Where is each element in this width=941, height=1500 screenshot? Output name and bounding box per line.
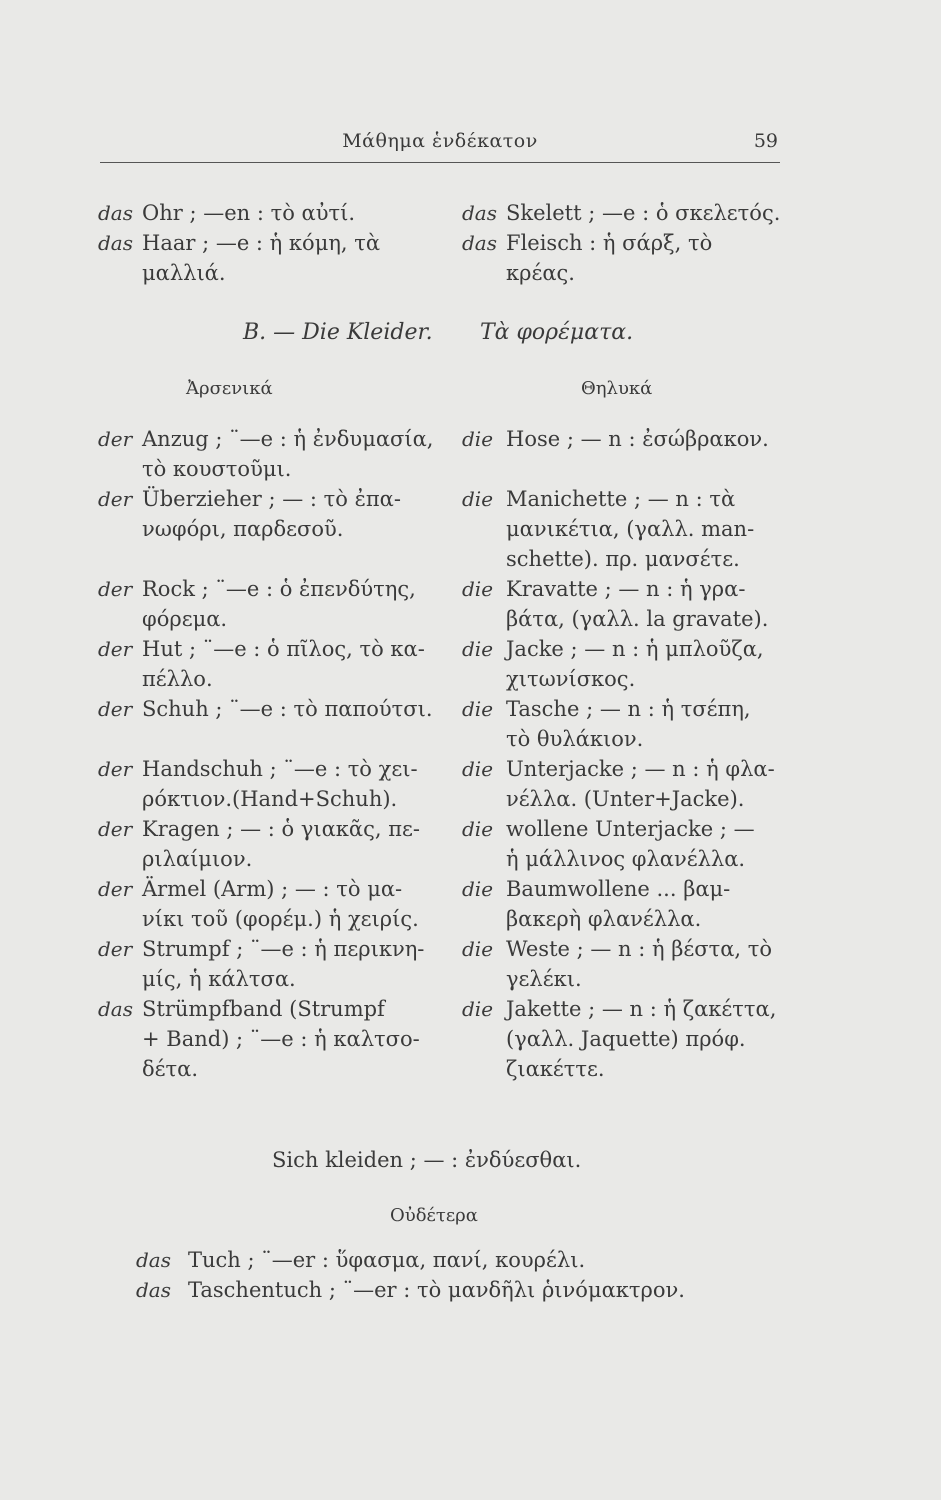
article: die: [462, 817, 494, 841]
entry-text: wollene Unterjacke ; —: [506, 817, 755, 841]
top-right-column: [462, 198, 807, 288]
entry-continuation: βάτα, (γαλλ. la gravate).: [506, 607, 769, 631]
entry-continuation: τὸ θυλάκιον.: [506, 727, 644, 751]
vocab-entry: [462, 634, 807, 694]
entry-text: Manichette ; — n : τὰ: [506, 487, 736, 511]
article: der: [98, 817, 133, 841]
entry-text: Unterjacke ; — n : ἡ φλα-: [506, 757, 775, 781]
entry-text: Hose ; — n : ἐσώβρακον.: [506, 427, 769, 451]
article: die: [462, 877, 494, 901]
page-number: 59: [753, 130, 778, 152]
feminine-heading: Θηλυκά: [581, 378, 653, 399]
vocab-entry: [98, 484, 443, 544]
running-head: [100, 128, 780, 163]
article: der: [98, 697, 133, 721]
vocab-entry: [462, 484, 807, 574]
entry-text: Anzug ; ¨—e : ἡ ἐνδυμασία,: [142, 427, 434, 451]
entry-text: Jacke ; — n : ἡ μπλοῦζα,: [506, 637, 764, 661]
vocab-entry: [462, 934, 807, 994]
entry-text: Hut ; ¨—e : ὁ πῖλος, τὸ κα-: [142, 637, 425, 661]
article: das: [462, 201, 497, 225]
entry-continuation: ριλαίμιον.: [142, 847, 253, 871]
entry-continuation: γελέκι.: [506, 967, 582, 991]
article: die: [462, 757, 494, 781]
entry-text: Tuch ; ¨—er : ὕφασμα, πανί, κουρέλι.: [188, 1248, 586, 1272]
entry-continuation: τὸ κουστοῦμι.: [142, 457, 292, 481]
entry-text: Jakette ; — n : ἡ ζακέττα,: [506, 997, 777, 1021]
entry-continuation: ρόκτιον.(Hand+Schuh).: [142, 787, 398, 811]
article: der: [98, 487, 133, 511]
vocab-entry: [136, 1244, 786, 1274]
entry-text: Ärmel (Arm) ; — : τὸ μα-: [142, 877, 403, 901]
section-title-greek: Τὰ φορέματα.: [480, 320, 634, 345]
entry-continuation: βακερὴ φλανέλλα.: [506, 907, 702, 931]
vocab-entry: [462, 424, 807, 454]
vocab-entry: [98, 228, 443, 288]
article: das: [136, 1278, 171, 1302]
entry-continuation: μίς, ἡ κάλτσα.: [142, 967, 296, 991]
vocab-entry: [462, 198, 807, 228]
article: die: [462, 937, 494, 961]
vocab-entry: [98, 814, 443, 874]
vocab-entry: [462, 754, 807, 814]
article: das: [98, 997, 133, 1021]
feminine-column: [462, 424, 807, 1084]
entry-continuation: νέλλα. (Unter+Jacke).: [506, 787, 745, 811]
vocab-entry: [98, 198, 443, 228]
entry-text: Kravatte ; — n : ἡ γρα-: [506, 577, 746, 601]
masculine-column: [98, 424, 443, 1084]
vocab-entry: [462, 814, 807, 874]
vocab-entry: [98, 934, 443, 994]
vocab-entry: [98, 694, 443, 724]
entry-continuation: νίκι τοῦ (φορέμ.) ἡ χειρίς.: [142, 907, 419, 931]
chapter-title: Μάθημα ἑνδέκατον: [342, 130, 538, 152]
article: der: [98, 577, 133, 601]
entry-text: Skelett ; —e : ὁ σκελετός.: [506, 201, 781, 225]
entry-continuation: schette). πρ. μανσέτε.: [506, 547, 740, 571]
top-left-column: [98, 198, 443, 288]
section-title-german: B. — Die Kleider.: [243, 320, 433, 345]
entry-text: Fleisch : ἡ σάρξ, τὸ: [506, 231, 713, 255]
article: das: [98, 231, 133, 255]
article: der: [98, 937, 133, 961]
entry-continuation: πέλλο.: [142, 667, 213, 691]
article: der: [98, 877, 133, 901]
article: das: [98, 201, 133, 225]
entry-continuation: + Band) ; ¨—e : ἡ καλτσο-: [142, 1027, 420, 1051]
entry-continuation: κρέας.: [506, 261, 575, 285]
article: der: [98, 757, 133, 781]
entry-continuation: ζιακέττε.: [506, 1057, 605, 1081]
vocab-entry: [136, 1274, 786, 1304]
vocab-entry: [98, 574, 443, 634]
article: die: [462, 577, 494, 601]
entry-text: Taschentuch ; ¨—er : τὸ μανδῆλι ῥινόμακτρον.: [188, 1278, 685, 1302]
vocab-entry: [462, 228, 807, 288]
neuter-list: [136, 1244, 786, 1304]
article: die: [462, 487, 494, 511]
entry-continuation: μαλλιά.: [142, 261, 226, 285]
entry-text: Strümpfband (Strumpf: [142, 997, 385, 1021]
entry-continuation: (γαλλ. Jaquette) πρόφ.: [506, 1027, 746, 1051]
vocab-entry: [98, 874, 443, 934]
entry-text: Kragen ; — : ὁ γιακᾶς, πε-: [142, 817, 420, 841]
entry-text: Rock ; ¨—e : ὁ ἐπενδύτης,: [142, 577, 416, 601]
article: die: [462, 997, 494, 1021]
article: die: [462, 427, 494, 451]
entry-text: Überzieher ; — : τὸ ἐπα-: [142, 487, 401, 511]
vocab-entry: [98, 754, 443, 814]
entry-text: Weste ; — n : ἡ βέστα, τὸ: [506, 937, 773, 961]
vocab-entry: [98, 994, 443, 1084]
vocab-entry: [98, 424, 443, 484]
article: der: [98, 637, 133, 661]
article: die: [462, 697, 494, 721]
vocab-entry: [462, 694, 807, 754]
entry-text: Strumpf ; ¨—e : ἡ περικνη-: [142, 937, 425, 961]
article: das: [136, 1248, 171, 1272]
article: der: [98, 427, 133, 451]
entry-text: Tasche ; — n : ἡ τσέπη,: [506, 697, 751, 721]
entry-text: Schuh ; ¨—e : τὸ παπούτσι.: [142, 697, 433, 721]
entry-continuation: χιτωνίσκος.: [506, 667, 636, 691]
entry-text: Baumwollene ... βαμ-: [506, 877, 731, 901]
neuter-heading: Οὐδέτερα: [390, 1205, 478, 1226]
entry-text: Ohr ; —en : τὸ αὐτί.: [142, 201, 355, 225]
entry-text: Handschuh ; ¨—e : τὸ χει-: [142, 757, 418, 781]
vocab-entry: [462, 874, 807, 934]
reflexive-verb-line: Sich kleiden ; — : ἐνδύεσθαι.: [272, 1148, 582, 1172]
vocab-entry: [462, 574, 807, 634]
article: das: [462, 231, 497, 255]
entry-continuation: φόρεμα.: [142, 607, 228, 631]
vocab-entry: [462, 994, 807, 1084]
entry-continuation: δέτα.: [142, 1057, 198, 1081]
vocab-entry: [98, 634, 443, 694]
entry-continuation: ἡ μάλλινος φλανέλλα.: [506, 847, 746, 871]
entry-continuation: νωφόρι, παρδεσοῦ.: [142, 517, 344, 541]
entry-text: Haar ; —e : ἡ κόμη, τὰ: [142, 231, 381, 255]
masculine-heading: Ἀρσενικά: [186, 378, 273, 399]
entry-continuation: μανικέτια, (γαλλ. man-: [506, 517, 755, 541]
article: die: [462, 637, 494, 661]
